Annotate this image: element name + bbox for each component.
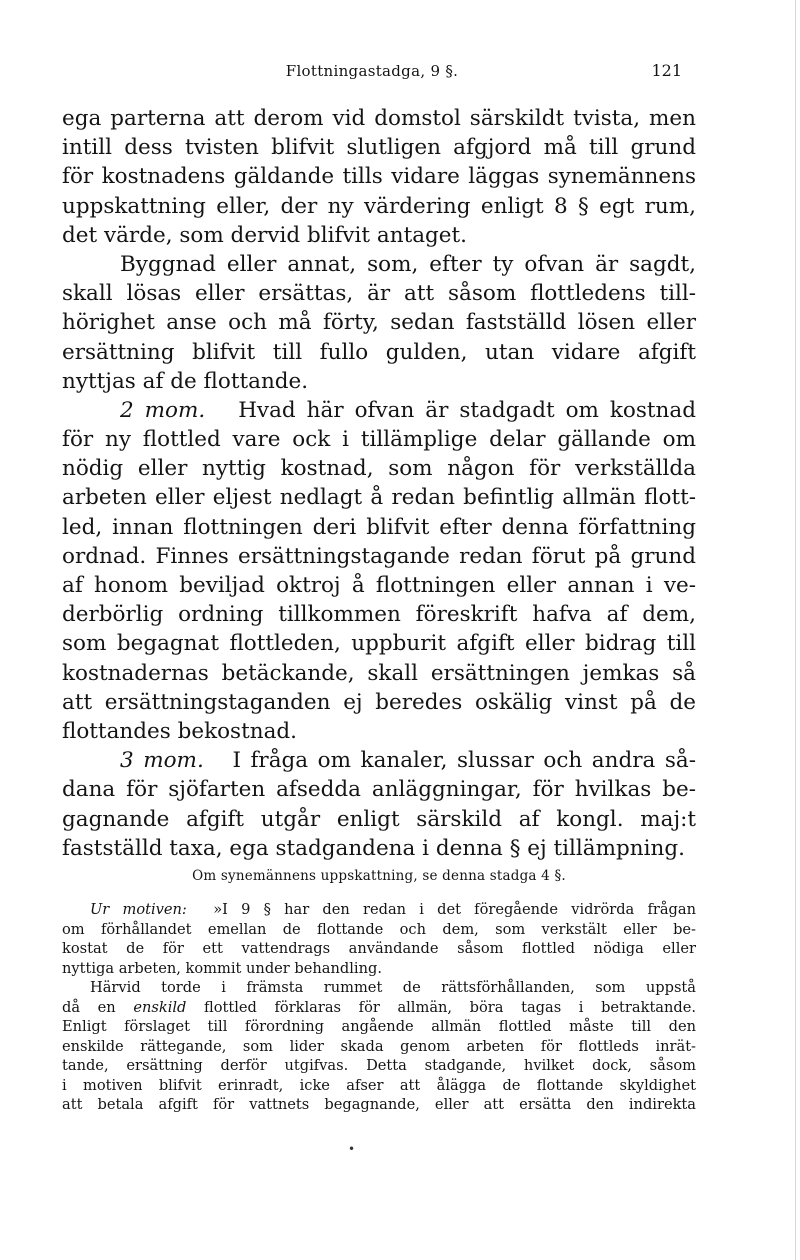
text-line: flottandes bekostnad. (62, 718, 297, 744)
mom-2-label: 2 mom. (120, 397, 206, 423)
note-line: Enligt förslaget till förordning angående allmän flottled måste till den (62, 1018, 696, 1035)
note-line: enskilde rättegande, som lider skada genom arbeten för flottleds inrät- (62, 1037, 696, 1055)
text-line: gagnande afgift utgår enligt särskild af kongl. maj:t (62, 806, 696, 832)
text-line: dana för sjöfarten afsedda anläggningar, för hvilkas be- (62, 777, 696, 803)
text-line: af honom beviljad oktroj å flottningen eller annan i ve- (62, 573, 696, 598)
text-segment: I fråga om kanaler, slussar och andra så- (232, 748, 696, 774)
text-line: kostnadernas betäckande, skall ersättningen jemkas så (62, 660, 696, 686)
text-line: fastställd taxa, ega stadgandena i denna § ej tillämpning. (62, 835, 685, 861)
print-mark-dot: • (348, 1142, 356, 1156)
text-line: arbeten eller eljest nedlagt å redan befintlig allmän flott- (62, 485, 696, 511)
text-line: ordnad. Finnes ersättningstagande redan förut på grund (62, 543, 696, 569)
motives-notes (62, 900, 696, 1115)
note-line: i motiven blifvit erinradt, icke afser att ålägga de flottande skyldighet (62, 1076, 696, 1094)
text-line: uppskattning eller, der ny värdering enligt 8 § egt rum, (62, 193, 696, 219)
text-line: Byggnad eller annat, som, efter ty ofvan är sagdt, (120, 251, 696, 277)
page-header (62, 62, 682, 86)
text-line: ega parterna att derom vid domstol särskildt tvista, men (62, 106, 696, 131)
text-line-mom-2 (62, 396, 696, 425)
note-segment: flottled förklaras för allmän, böra tagas i betraktande. (204, 998, 697, 1016)
text-line: som begagnat flottleden, uppburit afgift eller bidrag till (62, 631, 696, 657)
main-text (62, 104, 696, 863)
note-line: nyttiga arbeten, kommit under behandling. (62, 959, 382, 977)
text-segment: Hvad här ofvan är stadgadt om kostnad (238, 397, 696, 423)
note-segment: då en (62, 998, 116, 1016)
notes-lead: Ur motiven: (90, 901, 187, 918)
note-line: kostat de för ett vattendrags användande såsom flottled nödiga eller (62, 940, 696, 957)
note-line-enskild (62, 998, 696, 1018)
note-line: Härvid torde i främsta rummet de rättsförhållanden, som uppstå (90, 979, 696, 996)
text-line: för kostnadens gäldande tills vidare läggas synemännens (62, 164, 696, 190)
text-line-mom-3 (62, 746, 696, 775)
note-line: tande, ersättning derför utgifvas. Detta stadgande, hvilket dock, såsom (62, 1057, 696, 1074)
text-line: nyttjas af de flottande. (62, 368, 309, 394)
cross-reference: Om synemännens uppskattning, se denna stadga 4 §. (192, 868, 566, 884)
page-edge (795, 0, 796, 1260)
note-line: att betala afgift för vattnets begagnande, eller att ersätta den indirekta (62, 1096, 696, 1113)
text-line: hörighet anse och må förty, sedan fastställd lösen eller (62, 310, 696, 336)
text-line: intill dess tvisten blifvit slutligen afgjord må till grund (62, 135, 696, 161)
note-line: om förhållandet emellan de flottande och dem, som verkstält eller be- (62, 920, 696, 938)
note-segment: »I 9 § har den redan i det föregående vidrörda frågan (213, 901, 696, 918)
note-line-lead (62, 900, 696, 920)
running-title: Flottningastadga, 9 §. (285, 62, 459, 80)
enskild-word: enskild (133, 998, 187, 1016)
text-line: det värde, som dervid blifvit antaget. (62, 222, 467, 248)
text-line: skall lösas eller ersättas, är att såsom flottledens till- (62, 281, 696, 307)
text-line: led, innan flottningen deri blifvit efter denna författning (62, 514, 696, 540)
text-line: nödig eller nyttig kostnad, som någon för verkställda (62, 456, 696, 482)
text-line: för ny flottled vare ock i tillämplige delar gällande om (62, 427, 696, 453)
text-line: ersättning blifvit till fullo gulden, utan vidare afgift (62, 339, 696, 365)
page-number: 121 (651, 61, 682, 80)
text-line: att ersättningstaganden ej beredes oskälig vinst på de (62, 689, 696, 715)
mom-3-label: 3 mom. (120, 748, 204, 774)
text-line: derbörlig ordning tillkommen föreskrift hafva af dem, (62, 602, 696, 628)
